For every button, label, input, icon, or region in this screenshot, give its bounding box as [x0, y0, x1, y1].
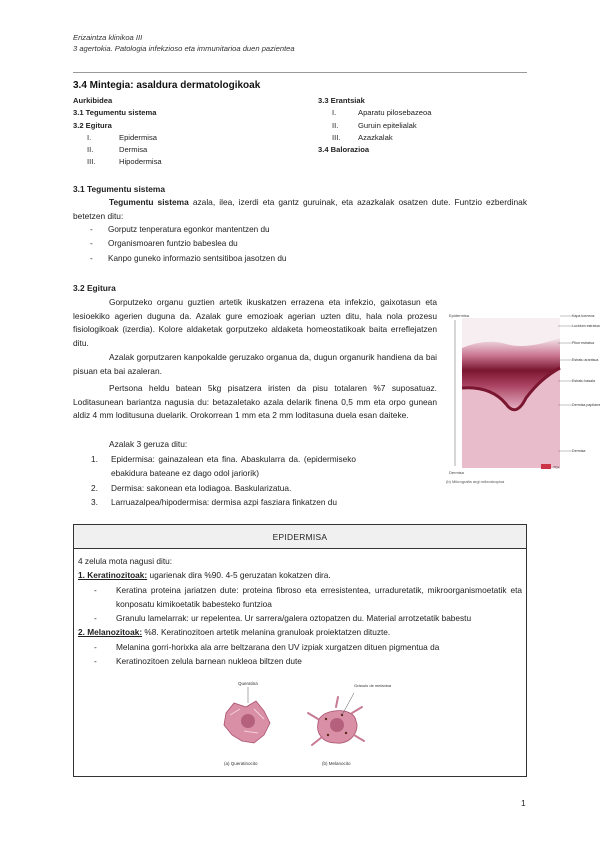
figure-label: Dermisa [572, 449, 586, 453]
toc-subitem[interactable]: II. Dermisa [87, 145, 148, 155]
section-3-2-paragraph: Pertsona heldu batean 5kg pisatzera iristen da pisu totalaren %7 suposatuaz. Loditasunean bariantza nagusia du: betazaletako azala delarik finena 0,5 mm eta orpo gunean aldiz 4 mm loditusuna duelarik. Orokorrean 1 mm eta 2 mm loditasuna duela esan daiteke. [73, 383, 437, 421]
figure-label: Estratu arantsua [572, 358, 599, 362]
cell-illustration [214, 673, 394, 773]
layer-list [91, 452, 356, 509]
melanocyte-illustration [308, 683, 392, 766]
page-number: 1 [521, 798, 526, 808]
section-heading-3-2: 3.2 Egitura [73, 283, 116, 293]
section-3-2-paragraph: Gorputzeko organu guztien artetik ikuskatzen errazena eta infekzio, gaixotasun eta lesioekiko agerien duguna da. Azalak gure emozioak agerian uzten ditu, hala nola prozesu fisiologikoak (izerdia). Kolore aldaketak gorputzeko aldaketa homeostatikoak baita erreflejatzen ditu. [73, 297, 437, 348]
function-list [90, 223, 510, 266]
toc-subitem[interactable]: III. Azazkalak [332, 132, 393, 142]
cell-caption: (a) Queratinocito [224, 761, 258, 766]
list-item: - Keratinozitoen zelula barnean nukleoa biltzen dute [94, 655, 302, 666]
keratinocyte-heading: 1. Keratinozitoak: [78, 570, 148, 581]
scale-badge [541, 464, 551, 469]
list-item: 3. Larruazalpea/hipodermisa: dermisa azpi fasziara finkatzen du [91, 496, 337, 507]
figure-label-left-bottom: Dermisa [449, 470, 464, 475]
toc-heading: Aurkibidea [73, 96, 113, 105]
toc-left [73, 95, 303, 169]
skin-micrograph [446, 308, 600, 476]
running-header [73, 32, 295, 54]
toc-item[interactable]: 3.4 Balorazioa [318, 145, 370, 155]
figure-label: Kapa korneoa [572, 314, 595, 318]
list-item: - Gorputz tenperatura egonkor mantentzen du [90, 225, 270, 234]
toc-right [318, 95, 528, 156]
figure-caption: (b) Mikrografia argi mikroskopioa [446, 479, 505, 484]
section-3-2-paragraph: Azalak 3 geruza ditu: [109, 439, 188, 449]
section-3-1-paragraph: Tegumentu sistema azala, ilea, izerdi eta gantz guruinak, eta azazkalak osatzen dute. Funtzio ezberdinak betetzen ditu: [73, 197, 528, 221]
melanocyte-line: 2. Melanozitoak: %8. Keratinozitoen artetik melanina granuloak proiektatzen dituzte. [78, 627, 391, 638]
section-heading-3-1: 3.1 Tegumentu sistema [73, 184, 165, 194]
toc-item[interactable]: 3.2 Egitura [73, 120, 112, 130]
epidermisa-intro: 4 zelula mota nagusi ditu: [78, 556, 173, 566]
keratinocyte-line: 1. Keratinozitoak: ugarienak dira %90. 4-5 geruzatan kokatzen dira. [78, 570, 331, 581]
figure-label: Dermisa papilarra [572, 403, 600, 407]
toc-subitem[interactable]: II. Guruin epitelialak [332, 120, 417, 130]
list-item: 1. Epidermisa: gainazalean eta fina. Abaskularra da. (epidermiseko ebakidura bateane ez dago odol jariorik) [91, 454, 356, 479]
epidermisa-body [74, 549, 526, 668]
toc-subitem[interactable]: III. Hipodermisa [87, 157, 162, 167]
list-item: - Granulu lamelarrak: ur repelentea. Ur sarrera/galera oztopatzen du. Material arrotzetatik babestu [94, 613, 472, 624]
epidermisa-title: EPIDERMISA [74, 525, 526, 549]
toc-item[interactable]: 3.1 Tegumentu sistema [73, 108, 157, 118]
bold-term: Tegumentu sistema [109, 197, 189, 207]
figure-label: Pikor estratua [572, 341, 595, 345]
section-3-2-paragraph: Azalak gorputzaren kanpokalde geruzako organua da, dugun organurik handiena da bai pisuan eta bai azaleran. [73, 352, 437, 376]
melanocyte-heading: 2. Melanozitoak: [78, 627, 143, 638]
list-item: - Keratina proteina jariatzen dute: proteina fibroso eta erresistentea, urraduretatik, mikroorganismoetatik eta konposatu kimikoetatik babesteko funtzioa [94, 584, 522, 609]
header-course: Erizaintza klinikoa III [73, 33, 143, 42]
epidermisa-box [73, 524, 527, 777]
keratinocyte-illustration [224, 681, 270, 766]
page-title: 3.4 Mintegia: asaldura dermatologikoak [73, 80, 261, 91]
cell-label: Queratina [238, 681, 258, 686]
toc-subitem[interactable]: I. Aparatu pilosebazeoa [332, 108, 432, 118]
figure-label: Lucidum estratua [572, 324, 600, 328]
list-item: - Organismoaren funtzio babeslea du [90, 239, 238, 249]
list-item: - Melanina gorri-horixka ala arre beltzarana den UV izpiak xurgatzen dituen pigmentua da [94, 641, 440, 652]
header-scenario: 3 agertokia. Patologia infekzioso eta immunitarioa duen pazientea [73, 44, 295, 53]
skin-micrograph-figure [446, 308, 600, 476]
cell-caption: (b) Melanocito [322, 761, 351, 766]
scale-text: 70x [553, 464, 560, 470]
figure-label-left-top: Epidermisa [449, 313, 470, 318]
toc-subitem[interactable]: I. Epidermisa [87, 132, 157, 142]
list-item: 2. Dermisa: sakonean eta lodiagoa. Baskularizatua. [91, 482, 292, 493]
list-item: - Kanpo guneko informazio sentsitiboa jasotzen du [90, 253, 287, 263]
toc-item[interactable]: 3.3 Erantsiak [318, 96, 365, 105]
cell-label: Gránulo de melanina [354, 683, 392, 688]
header-rule [73, 72, 527, 73]
figure-label: Estratu basala [572, 379, 595, 383]
